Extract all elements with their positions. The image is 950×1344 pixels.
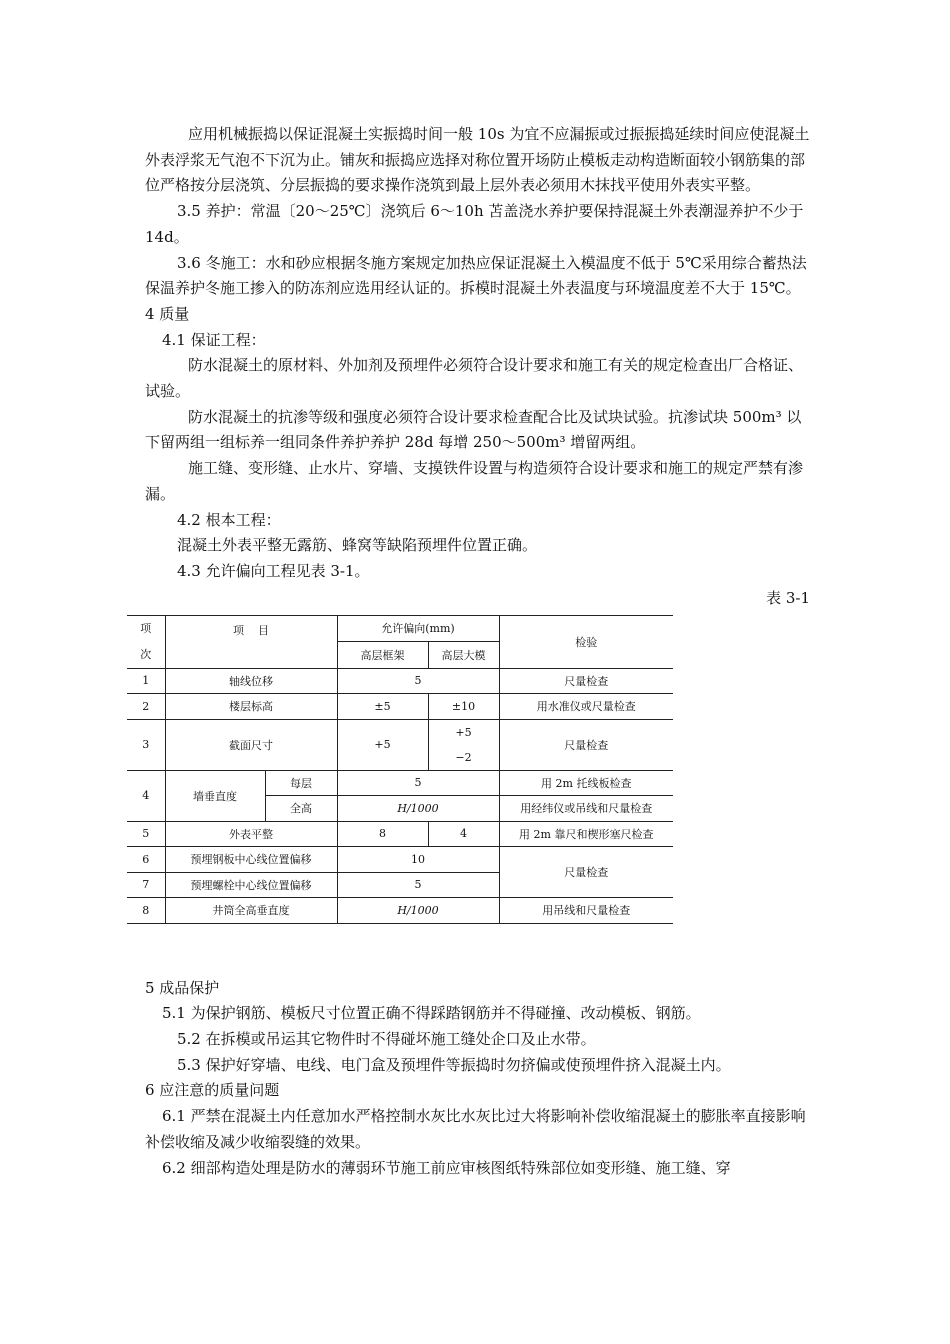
paragraph: 防水混凝土的原材料、外加剂及预埋件必须符合设计要求和施工有关的规定检查出厂合格证、试验。: [145, 356, 804, 401]
body-text-bottom: [145, 976, 810, 1182]
paragraph: 5 成品保护: [145, 978, 220, 997]
header-check: 检验: [499, 615, 673, 668]
paragraph: 4.1 保证工程：: [162, 330, 266, 349]
document-page: [140, 122, 810, 1181]
paragraph: 防水混凝土的抗渗等级和强度必须符合设计要求检查配合比及试块试验。抗渗试块 500m³ 以下留两组一组标养一组同条件养护养护 28d 每增 250～500m³ 增留两组。: [145, 407, 802, 452]
table-row: 7 预埋螺栓中心线位置偏移 5: [127, 872, 673, 898]
table-caption: 表 3-1: [766, 588, 810, 607]
table-row: 6 预埋钢板中心线位置偏移 10 尺量检查: [127, 847, 673, 873]
paragraph: 应用机械振捣以保证混凝土实振捣时间一般 10s 为宜不应漏振或过振振捣延续时间应使混凝土外表浮浆无气泡不下沉为止。铺灰和振捣应选择对称位置开场防止模板走动构造断面较小钢筋集的部位严格按分层浇筑、分层振捣的要求操作浇筑到最上层外表必须用木抹找平使用外表实平整。: [145, 125, 810, 195]
paragraph: 4.2 根本工程：: [177, 510, 281, 529]
paragraph: 3.6 冬施工：水和砂应根据冬施方案规定加热应保证混凝土入模温度不低于 5℃采用综合蓄热法保温养护冬施工掺入的防冻剂应选用经认证的。拆模时混凝土外表温度与环境温度差不大于 15℃。: [145, 253, 807, 298]
paragraph: 6.1 严禁在混凝土内任意加水严格控制水灰比水灰比过大将影响补偿收缩混凝土的膨胀率直接影响补偿收缩及减少收缩裂缝的效果。: [145, 1107, 806, 1151]
table-header-row: [127, 615, 673, 642]
paragraph: 施工缝、变形缝、止水片、穿墙、支摸铁件设置与构造须符合设计要求和施工的规定严禁有渗漏。: [145, 459, 804, 503]
table-row: 全高 H/1000 用经纬仪或吊线和尺量检查: [127, 796, 673, 822]
table-row: 8 井筒全高垂直度 H/1000 用吊线和尺量检查: [127, 898, 673, 924]
paragraph: 混凝土外表平整无露筋、蜂窝等缺陷预埋件位置正确。: [177, 536, 538, 555]
header-allowed-deviation: 允许偏向(mm): [337, 615, 499, 642]
header-item: 项 目: [165, 615, 337, 668]
paragraph: 3.5 养护：常温〔20～25℃〕浇筑后 6～10h 苫盖浇水养护要保持混凝土外表潮湿养护不少于 14d。: [145, 202, 804, 246]
table-row: 5 外表平整 8 4 用 2m 靠尺和楔形塞尺检查: [127, 821, 673, 847]
paragraph: 6.2 细部构造处理是防水的薄弱环节施工前应审核图纸特殊部位如变形缝、施工缝、穿: [162, 1158, 731, 1177]
table-row: 3 截面尺寸 +5 +5 −2 尺量检查: [127, 719, 673, 770]
paragraph: 4.3 允许偏向工程见表 3-1。: [177, 561, 370, 580]
paragraph: 6 应注意的质量问题: [145, 1081, 280, 1100]
paragraph: 5.1 为保护钢筋、模板尺寸位置正确不得踩踏钢筋并不得碰撞、改动模板、钢筋。: [162, 1004, 701, 1023]
table-row: 4 墙垂直度 每层 5 用 2m 托线板检查: [127, 770, 673, 796]
paragraph: 4 质量: [145, 304, 190, 323]
header-frame: 高层框架: [337, 642, 428, 669]
table-row: 2 楼层标高 ±5 ±10 用水准仪或尺量检查: [127, 694, 673, 720]
table-row: 1 轴线位移 5 尺量检查: [127, 668, 673, 694]
paragraph: 5.3 保护好穿墙、电线、电门盒及预埋件等振捣时勿挤偏或使预埋件挤入混凝土内。: [177, 1055, 731, 1074]
deviation-table: [127, 615, 673, 924]
paragraph: 5.2 在拆模或吊运其它物件时不得碰坏施工缝处企口及止水带。: [177, 1030, 596, 1049]
header-no: 项 次: [127, 615, 165, 668]
header-large-mold: 高层大模: [428, 642, 499, 669]
body-text-top: [145, 122, 810, 585]
